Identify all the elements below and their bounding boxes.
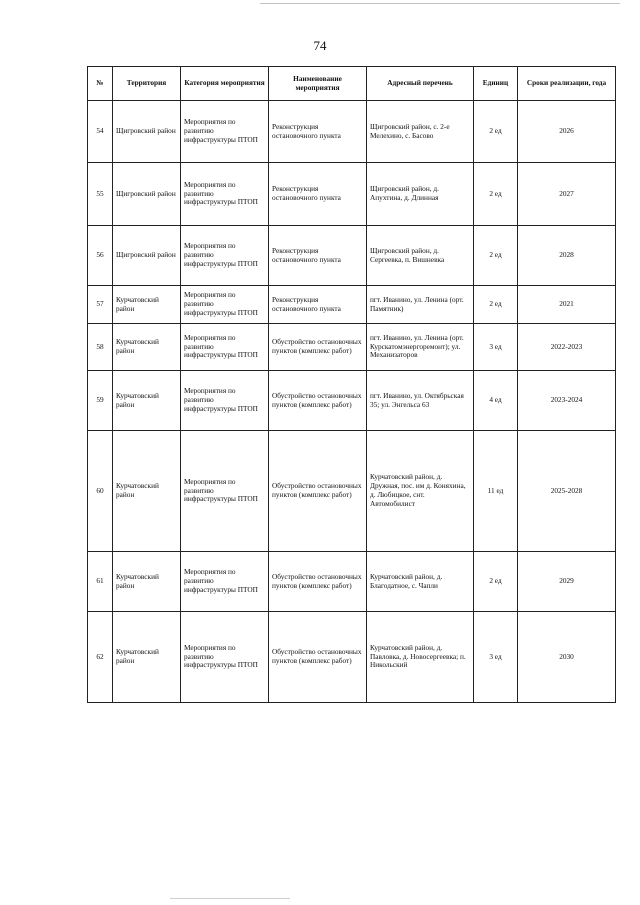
row-category: Мероприятия по развитию инфраструктуры ПТОП <box>181 163 269 226</box>
row-territory: Курчатовский район <box>113 371 181 431</box>
column-header-number: № <box>88 67 113 101</box>
row-address: Курчатовский район, д. Благодатное, с. Чапли <box>367 552 474 612</box>
row-number: 61 <box>88 552 113 612</box>
row-years: 2030 <box>518 612 616 703</box>
row-address: Щигровский район, д. Сергеевка, п. Вишневка <box>367 226 474 286</box>
table-row <box>88 324 616 371</box>
measures-table <box>87 66 616 703</box>
row-category: Мероприятия по развитию инфраструктуры ПТОП <box>181 431 269 552</box>
row-address: пгт. Иванино, ул. Ленина (орт. Курскатомэнергоремонт); ул. Механизаторов <box>367 324 474 371</box>
row-category: Мероприятия по развитию инфраструктуры ПТОП <box>181 324 269 371</box>
table-row <box>88 101 616 163</box>
row-category: Мероприятия по развитию инфраструктуры ПТОП <box>181 226 269 286</box>
row-units: 2 ед <box>474 163 518 226</box>
row-name: Реконструкция остановочного пункта <box>269 101 367 163</box>
row-address: пгт. Иванино, ул. Ленина (орт. Памятник) <box>367 286 474 324</box>
row-name: Реконструкция остановочного пункта <box>269 226 367 286</box>
row-units: 3 ед <box>474 612 518 703</box>
row-category: Мероприятия по развитию инфраструктуры ПТОП <box>181 612 269 703</box>
row-name: Реконструкция остановочного пункта <box>269 286 367 324</box>
row-category: Мероприятия по развитию инфраструктуры ПТОП <box>181 371 269 431</box>
row-name: Реконструкция остановочного пункта <box>269 163 367 226</box>
row-number: 55 <box>88 163 113 226</box>
page-number: 74 <box>313 38 327 53</box>
row-territory: Курчатовский район <box>113 612 181 703</box>
table-row <box>88 163 616 226</box>
row-years: 2025-2028 <box>518 431 616 552</box>
row-territory: Курчатовский район <box>113 324 181 371</box>
row-units: 4 ед <box>474 371 518 431</box>
row-address: Щигровский район, с. 2-е Мелехино, с. Басово <box>367 101 474 163</box>
row-number: 62 <box>88 612 113 703</box>
row-units: 2 ед <box>474 101 518 163</box>
row-address: Курчатовский район, д. Дружная, пос. им д. Коняхина, д. Любицкое, снт. Автомобилист <box>367 431 474 552</box>
row-years: 2026 <box>518 101 616 163</box>
row-category: Мероприятия по развитию инфраструктуры ПТОП <box>181 101 269 163</box>
row-number: 60 <box>88 431 113 552</box>
column-header-units: Единиц <box>474 67 518 101</box>
table-row <box>88 286 616 324</box>
row-number: 59 <box>88 371 113 431</box>
row-units: 3 ед <box>474 324 518 371</box>
row-years: 2022-2023 <box>518 324 616 371</box>
row-number: 54 <box>88 101 113 163</box>
row-name: Обустройство остановочных пунктов (комплекс работ) <box>269 431 367 552</box>
column-header-territory: Территория <box>113 67 181 101</box>
row-territory: Курчатовский район <box>113 552 181 612</box>
column-header-address: Адресный перечень <box>367 67 474 101</box>
row-name: Обустройство остановочных пунктов (комплекс работ) <box>269 612 367 703</box>
row-territory: Курчатовский район <box>113 431 181 552</box>
row-territory: Щигровский район <box>113 101 181 163</box>
row-years: 2029 <box>518 552 616 612</box>
row-years: 2028 <box>518 226 616 286</box>
row-address: Щигровский район, д. Апухтина, д. Длинная <box>367 163 474 226</box>
scan-artifact-top <box>260 3 620 4</box>
row-address: пгт. Иванино, ул. Октябрьская 35; ул. Энгельса 63 <box>367 371 474 431</box>
table-row <box>88 612 616 703</box>
row-name: Обустройство остановочных пунктов (комплекс работ) <box>269 324 367 371</box>
row-years: 2023-2024 <box>518 371 616 431</box>
row-units: 11 ед <box>474 431 518 552</box>
row-address: Курчатовский район, д. Павловка, д. Новосергеевка; п. Никольский <box>367 612 474 703</box>
column-header-category: Категория мероприятия <box>181 67 269 101</box>
row-territory: Щигровский район <box>113 163 181 226</box>
table-row <box>88 552 616 612</box>
row-name: Обустройство остановочных пунктов (комплекс работ) <box>269 552 367 612</box>
row-units: 2 ед <box>474 286 518 324</box>
row-number: 57 <box>88 286 113 324</box>
scan-artifact-bottom <box>170 898 290 899</box>
column-header-years: Сроки реализации, года <box>518 67 616 101</box>
row-name: Обустройство остановочных пунктов (комплекс работ) <box>269 371 367 431</box>
table-row <box>88 371 616 431</box>
row-number: 58 <box>88 324 113 371</box>
column-header-name: Наименование мероприятия <box>269 67 367 101</box>
row-territory: Щигровский район <box>113 226 181 286</box>
row-number: 56 <box>88 226 113 286</box>
table-row <box>88 226 616 286</box>
table-header-row <box>88 67 616 101</box>
row-years: 2021 <box>518 286 616 324</box>
row-category: Мероприятия по развитию инфраструктуры ПТОП <box>181 286 269 324</box>
row-years: 2027 <box>518 163 616 226</box>
row-units: 2 ед <box>474 552 518 612</box>
table-row <box>88 431 616 552</box>
row-territory: Курчатовский район <box>113 286 181 324</box>
row-category: Мероприятия по развитию инфраструктуры ПТОП <box>181 552 269 612</box>
row-units: 2 ед <box>474 226 518 286</box>
